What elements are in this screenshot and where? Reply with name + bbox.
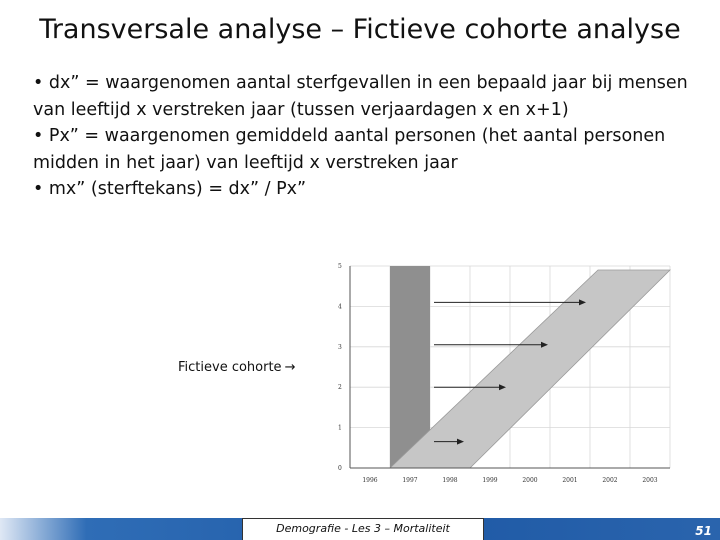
fictive-cohort-label	[178, 360, 295, 375]
y-tick-label: 4	[338, 303, 342, 311]
x-tick-label: 2003	[642, 477, 658, 484]
y-tick-label: 3	[338, 343, 342, 351]
x-tick-label: 1997	[402, 477, 418, 484]
x-tick-label: 1996	[362, 477, 378, 484]
bullet-dx-definition: • dx” = waargenomen aantal sterfgevallen in een bepaald jaar bij mensen van leeftijd x verstreken jaar (tussen verjaardagen x en x+1)	[33, 73, 688, 120]
x-tick-label: 1999	[482, 477, 498, 484]
right-arrow-icon: →	[284, 360, 296, 375]
fictive-cohort-text: Fictieve cohorte	[178, 360, 282, 375]
y-tick-label: 2	[338, 384, 342, 392]
page-number: 51	[695, 524, 712, 538]
x-tick-label: 2000	[522, 477, 538, 484]
x-tick-label: 2002	[602, 477, 618, 484]
footer-course-title: Demografie - Les 3 – Mortaliteit	[242, 518, 484, 540]
y-axis-tick-labels	[338, 263, 342, 472]
bullet-list	[33, 70, 693, 203]
x-tick-label: 2001	[562, 477, 578, 484]
bullet-mx-formula: • mx” (sterftekans) = dx” / Px”	[33, 179, 307, 199]
y-tick-label: 0	[338, 465, 342, 472]
bullet-px-definition: • Px” = waargenomen gemiddeld aantal personen (het aantal personen midden in het jaar) van leeftijd x verstreken jaar	[33, 126, 666, 173]
lexis-diagram	[320, 258, 680, 490]
slide-title: Transversale analyse – Fictieve cohorte analyse	[39, 14, 681, 45]
x-tick-label: 1998	[442, 477, 458, 484]
y-tick-label: 1	[338, 424, 342, 432]
fictive-cohort-band	[390, 270, 670, 468]
y-tick-label: 5	[338, 263, 342, 270]
x-axis-tick-labels	[362, 477, 657, 484]
